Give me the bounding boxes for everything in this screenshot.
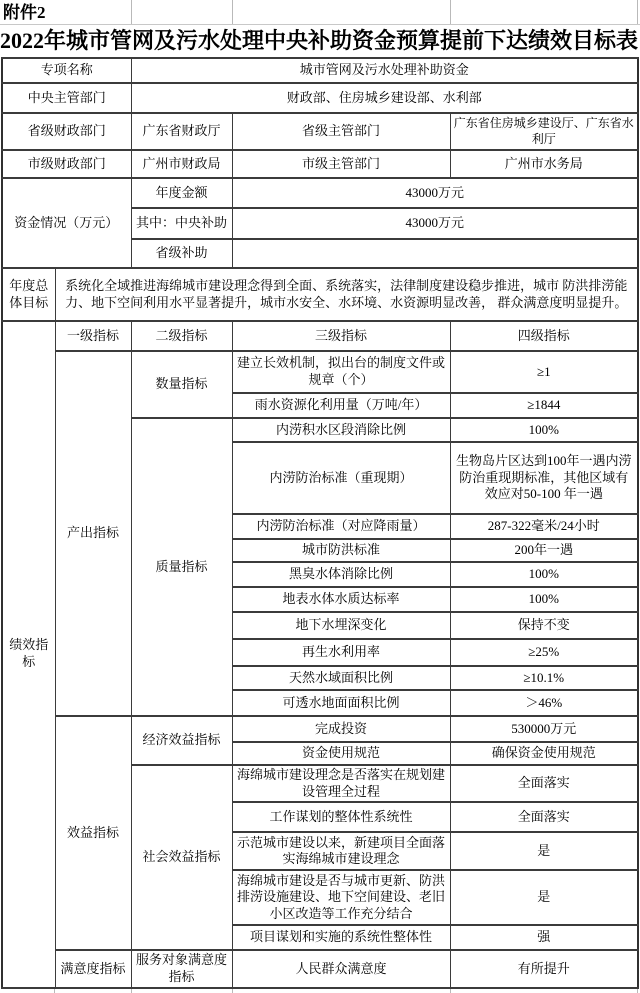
- prov-dept-value: 广东省住房城乡建设厅、广东省水利厅: [450, 113, 638, 150]
- funds-annual-value: 43000万元: [232, 178, 638, 208]
- gridline: [637, 989, 638, 993]
- page-title: 2022年城市管网及污水处理中央补助资金预算提前下达绩效目标表: [0, 28, 639, 53]
- level4-cell: ＞46%: [450, 690, 638, 716]
- level1-benefit: 效益指标: [55, 716, 131, 950]
- level4-cell: 生物岛片区达到100年一遇内涝防治重现期标准，其他区域有效应对50-100 年一遇: [450, 442, 638, 514]
- level2-service-satisfaction: 服务对象满意度指标: [131, 950, 232, 987]
- annual-goal-text: 系统化全域推进海绵城市建设理念得到全面、系统落实，法律制度建设稳步推进，城市 防洪排涝能力、地下空间利用水平显著提升，城市水安全、水环境、水资源明显改善， 群众满意度明显提升。: [55, 268, 638, 321]
- level3-cell: 内涝防治标准（重现期）: [232, 442, 450, 514]
- level2-quality: 质量指标: [131, 418, 232, 716]
- table-row: [2, 351, 638, 393]
- header-level4: 四级指标: [450, 321, 638, 351]
- gridline: [131, 989, 132, 993]
- funds-label: 资金情况（万元）: [2, 178, 131, 268]
- table-row: [2, 950, 638, 987]
- level4-cell: ≥25%: [450, 639, 638, 666]
- prov-finance-label: 省级财政部门: [2, 113, 131, 150]
- level3-cell: 内涝积水区段消除比例: [232, 418, 450, 442]
- table-row: [2, 150, 638, 178]
- performance-label: 绩效指标: [2, 321, 55, 988]
- title-row: [0, 25, 640, 57]
- city-finance-label: 市级财政部门: [2, 150, 131, 178]
- level4-cell: 530000万元: [450, 716, 638, 742]
- gridline: [232, 0, 233, 25]
- level4-cell: 是: [450, 870, 638, 925]
- level3-cell: 建立长效机制，拟出台的制度文件或规章（个）: [232, 351, 450, 393]
- special-name-label: 专项名称: [2, 58, 131, 83]
- funds-prov-value: [232, 239, 638, 268]
- annual-goal-label: 年度总体目标: [2, 268, 55, 321]
- level3-cell: 内涝防治标准（对应降雨量）: [232, 514, 450, 539]
- gridline: [54, 989, 55, 993]
- level3-cell: 黑臭水体消除比例: [232, 562, 450, 587]
- level4-cell: 保持不变: [450, 612, 638, 639]
- level3-cell: 工作谋划的整体性系统性: [232, 802, 450, 832]
- gridline: [131, 0, 132, 25]
- level3-cell: 天然水域面积比例: [232, 666, 450, 690]
- level3-cell: 可透水地面面积比例: [232, 690, 450, 716]
- table-row: [2, 83, 638, 113]
- table-row: [2, 58, 638, 83]
- header-level3: 三级指标: [232, 321, 450, 351]
- prov-dept-label: 省级主管部门: [232, 113, 450, 150]
- level4-cell: 确保资金使用规范: [450, 742, 638, 765]
- city-dept-value: 广州市水务局: [450, 150, 638, 178]
- level3-cell: 完成投资: [232, 716, 450, 742]
- central-dept-label: 中央主管部门: [2, 83, 131, 113]
- level3-cell: 地表水体水质达标率: [232, 587, 450, 612]
- level4-cell: ≥10.1%: [450, 666, 638, 690]
- city-finance-value: 广州市财政局: [131, 150, 232, 178]
- level3-cell: 城市防洪标准: [232, 539, 450, 562]
- level4-cell: 全面落实: [450, 765, 638, 802]
- level3-cell: 项目谋划和实施的系统性整体性: [232, 925, 450, 950]
- level4-cell: 287-322毫米/24小时: [450, 514, 638, 539]
- level1-satisfaction: 满意度指标: [55, 950, 131, 987]
- gridline: [0, 24, 640, 25]
- gridline: [450, 0, 451, 25]
- level1-output: 产出指标: [55, 351, 131, 716]
- level4-cell: 100%: [450, 562, 638, 587]
- table-row: [2, 268, 638, 321]
- bottom-gridline-strip: [0, 989, 640, 993]
- level2-quantity: 数量指标: [131, 351, 232, 418]
- level4-cell: ≥1: [450, 351, 638, 393]
- level3-cell: 雨水资源化利用量（万吨/年）: [232, 393, 450, 418]
- prov-finance-value: 广东省财政厅: [131, 113, 232, 150]
- level3-cell: 再生水利用率: [232, 639, 450, 666]
- level4-cell: 有所提升: [450, 950, 638, 987]
- header-level2: 二级指标: [131, 321, 232, 351]
- level3-cell: 海绵城市建设是否与城市更新、防洪排涝设施建设、地下空间建设、老旧小区改造等工作充分结合: [232, 870, 450, 925]
- header-level1: 一级指标: [55, 321, 131, 351]
- table-header-row: [2, 321, 638, 351]
- level4-cell: 是: [450, 832, 638, 870]
- level3-cell: 海绵城市建设理念是否落实在规划建设管理全过程: [232, 765, 450, 802]
- level3-cell: 资金使用规范: [232, 742, 450, 765]
- level3-cell: 示范城市建设以来，新建项目全面落实海绵城市建设理念: [232, 832, 450, 870]
- level4-cell: 100%: [450, 418, 638, 442]
- level3-cell: 地下水埋深变化: [232, 612, 450, 639]
- funds-central-value: 43000万元: [232, 208, 638, 239]
- level4-cell: 强: [450, 925, 638, 950]
- gridline: [450, 989, 451, 993]
- table-row: [2, 113, 638, 150]
- special-name-value: 城市管网及污水处理补助资金: [131, 58, 638, 83]
- gridline: [232, 989, 233, 993]
- attachment-label: 附件2: [3, 3, 46, 22]
- attachment-strip: [0, 0, 640, 25]
- gridline: [637, 0, 638, 25]
- funds-annual-label: 年度金额: [131, 178, 232, 208]
- level4-cell: 200年一遇: [450, 539, 638, 562]
- table-row: [2, 178, 638, 208]
- level2-social: 社会效益指标: [131, 765, 232, 950]
- funds-central-label: 其中：中央补助: [131, 208, 232, 239]
- performance-target-table: [1, 57, 639, 989]
- level3-cell: 人民群众满意度: [232, 950, 450, 987]
- city-dept-label: 市级主管部门: [232, 150, 450, 178]
- level2-economic: 经济效益指标: [131, 716, 232, 765]
- table-row: [2, 716, 638, 742]
- level4-cell: 100%: [450, 587, 638, 612]
- central-dept-value: 财政部、住房城乡建设部、水利部: [131, 83, 638, 113]
- funds-prov-label: 省级补助: [131, 239, 232, 268]
- level4-cell: ≥1844: [450, 393, 638, 418]
- level4-cell: 全面落实: [450, 802, 638, 832]
